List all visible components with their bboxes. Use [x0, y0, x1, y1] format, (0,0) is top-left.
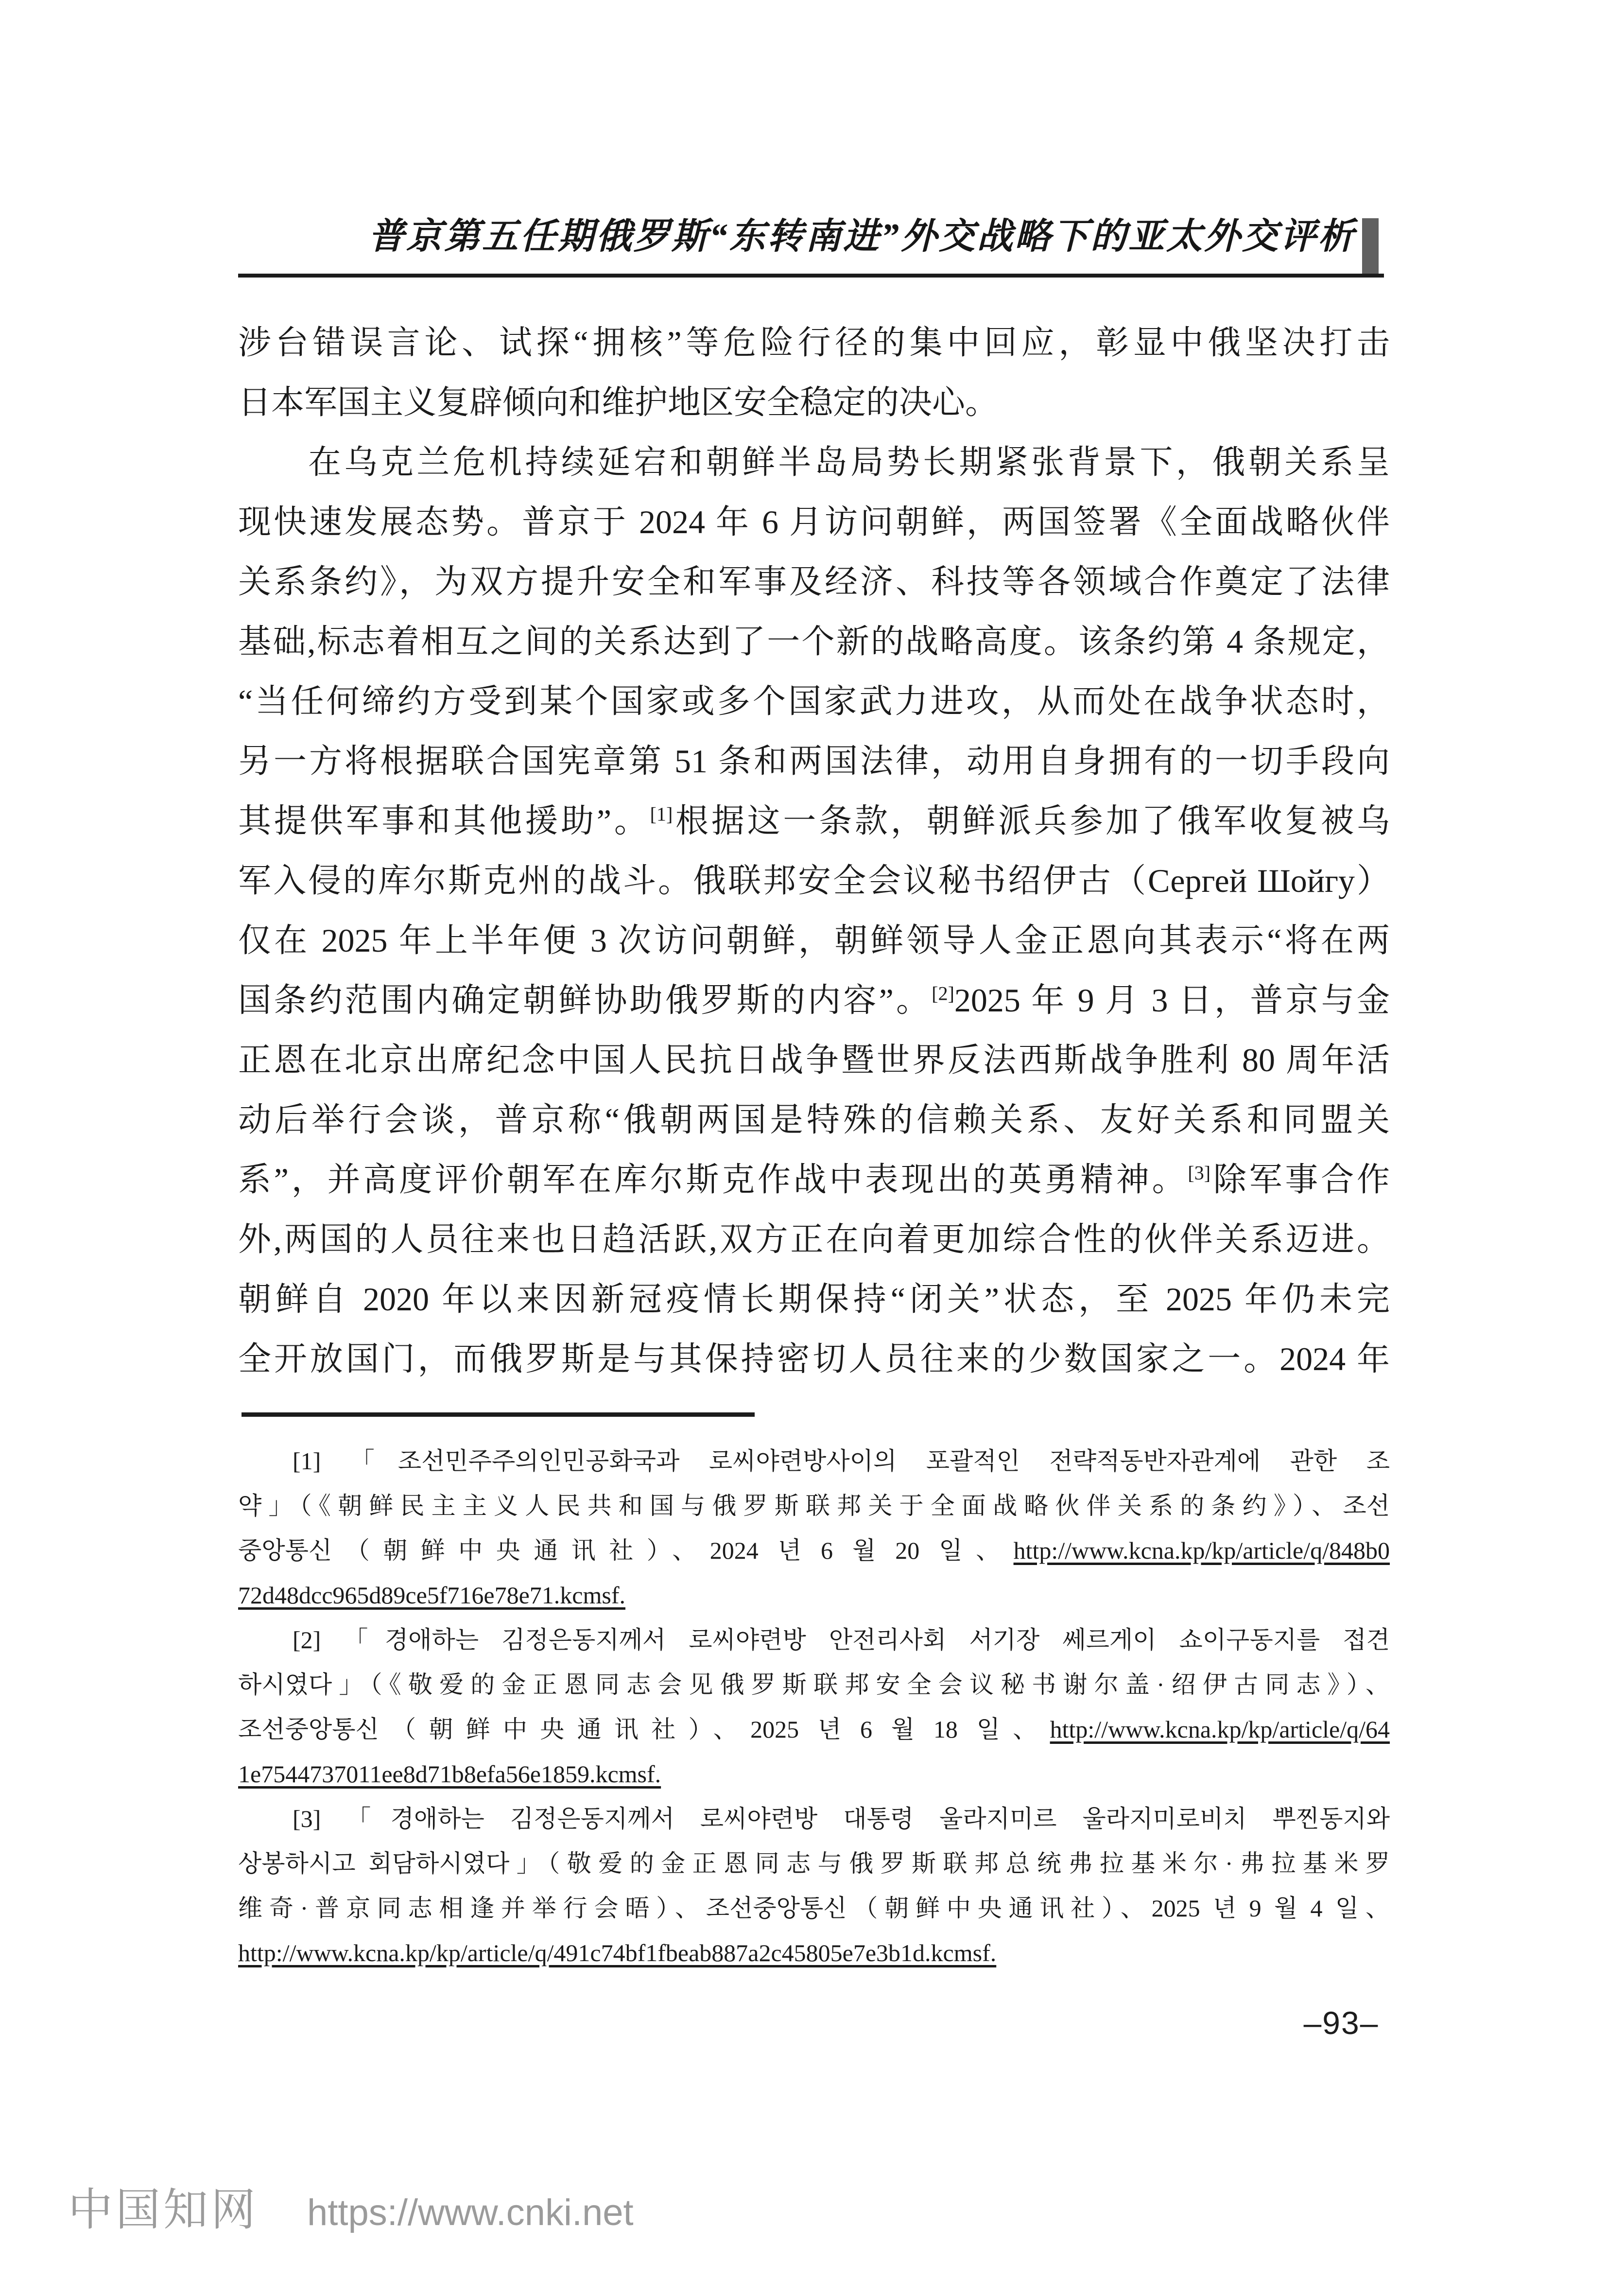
footnotes [238, 1439, 1390, 1975]
cnki-site-name: 中国知网 [68, 2185, 259, 2235]
footnote-line: [2] 「경애하는 김정은동지께서 로씨야련방 안전리사회 서기장 쎄르게이 쇼이구동지를 접견 [293, 1626, 1390, 1653]
footnote-line [238, 1573, 1390, 1618]
body-text [238, 313, 1390, 1389]
body-line: 涉台错误言论、试探“拥核”等危险行径的集中回应，彰显中俄坚决打击 [238, 324, 1390, 361]
footnote-url: 72d48dcc965d89ce5f716e78e71.kcmsf. [238, 1582, 625, 1609]
body-line: 外,两国的人员往来也日趋活跃,双方正在向着更加综合性的伙伴关系迈进。 [238, 1221, 1390, 1258]
footnote-url: http://www.kcna.kp/kp/article/q/64 [1050, 1716, 1390, 1743]
footnote-line: [1] 「조선민주주의인민공화국과 로씨야련방사이의 포괄적인 전략적동반자관계에 관한 조 [293, 1447, 1390, 1475]
body-line: 在乌克兰危机持续延宕和朝鲜半岛局势长期紧张背景下，俄朝关系呈 [308, 444, 1390, 481]
footnote-ref: [3] [1188, 1162, 1211, 1184]
body-line: 正恩在北京出席纪念中国人民抗日战争暨世界反法西斯战争胜利 80 周年活 [238, 1042, 1390, 1078]
footnote-line [238, 1931, 1390, 1975]
page-header-title: 普京第五任期俄罗斯“东转南进”外交战略下的亚太外交评析 [368, 217, 1356, 257]
page-number: –93– [1303, 2005, 1379, 2041]
header-rule [238, 274, 1384, 278]
footnote-url: http://www.kcna.kp/kp/article/q/491c74bf1fbeab887a2c45805e7e3b1d.kcmsf. [238, 1939, 997, 1966]
body-line: “当任何缔约方受到某个国家或多个国家武力进攻，从而处在战争状态时， [238, 683, 1390, 720]
body-line: 关系条约》，为双方提升安全和军事及经济、科技等各领域合作奠定了法律 [238, 563, 1390, 600]
footnote-ref: [2] [932, 982, 954, 1005]
footnote-line [238, 1752, 1390, 1796]
body-line: 军入侵的库尔斯克州的战斗。俄联邦安全会议秘书绍伊古（Сергей Шойгу） [238, 862, 1390, 899]
body-line: 另一方将根据联合国宪章第 51 条和两国法律，动用自身拥有的一切手段向 [238, 743, 1390, 780]
footnote-line: 중앙통신（朝鲜中央通讯社）、2024 년 6 월 20 일、http://www.kcna.kp/kp/article/q/848b0 [238, 1537, 1390, 1564]
body-line: 日本军国主义复辟倾向和维护地区安全稳定的决心。 [238, 384, 999, 421]
footnote-line: 약」（《朝鲜民主主义人民共和国与俄罗斯联邦关于全面战略伙伴关系的条约》）、조선 [238, 1492, 1390, 1519]
body-line: 系”，并高度评价朝军在库尔斯克作战中表现出的英勇精神。[3]除军事合作 [238, 1161, 1390, 1198]
body-line: 全开放国门，而俄罗斯是与其保持密切人员往来的少数国家之一。2024 年 [238, 1340, 1390, 1377]
body-line: 仅在 2025 年上半年便 3 次访问朝鲜，朝鲜领导人金正恩向其表示“将在两 [238, 922, 1390, 959]
footnote-ref: [1] [650, 803, 673, 825]
footnote-line: 하시였다」（《敬爱的金正恩同志会见俄罗斯联邦安全会议秘书谢尔盖·绍伊古同志》）、 [238, 1671, 1390, 1698]
footnote-separator [242, 1412, 755, 1417]
body-line: 现快速发展态势。普京于 2024 年 6 月访问朝鲜，两国签署《全面战略伙伴 [238, 504, 1390, 540]
footnote-url: 1e7544737011ee8d71b8efa56e1859.kcmsf. [238, 1760, 661, 1788]
cnki-site-url: https://www.cnki.net [307, 2192, 634, 2233]
header-accent-bar [1362, 218, 1379, 278]
body-line: 动后举行会谈，普京称“俄朝两国是特殊的信赖关系、友好关系和同盟关 [238, 1101, 1390, 1138]
footnote-line: 조선중앙통신（朝鲜中央通讯社）、2025 년 6 월 18 일、http://www.kcna.kp/kp/article/q/64 [238, 1716, 1390, 1743]
footnote-line: [3] 「경애하는 김정은동지께서 로씨야련방 대통령 울라지미르 울라지미로비치 뿌찐동지와 [293, 1805, 1390, 1832]
footnote-line: 상봉하시고 회담하시였다」（敬爱的金正恩同志与俄罗斯联邦总统弗拉基米尔·弗拉基米罗 [238, 1850, 1390, 1877]
body-line: 国条约范围内确定朝鲜协助俄罗斯的内容”。[2]2025 年 9 月 3 日，普京与金 [238, 982, 1390, 1019]
cnki-watermark [68, 2183, 634, 2240]
footnote-url: http://www.kcna.kp/kp/article/q/848b0 [1013, 1537, 1390, 1564]
body-line: 朝鲜自 2020 年以来因新冠疫情长期保持“闭关”状态，至 2025 年仍未完 [238, 1281, 1390, 1318]
body-line: 其提供军事和其他援助”。[1]根据这一条款，朝鲜派兵参加了俄军收复被乌 [238, 802, 1390, 839]
body-line: 基础,标志着相互之间的关系达到了一个新的战略高度。该条约第 4 条规定， [238, 623, 1390, 660]
footnote-line: 维奇·普京同志相逢并举行会晤）、조선중앙통신（朝鲜中央通讯社）、2025 년 9 월 4 일、 [238, 1895, 1390, 1922]
